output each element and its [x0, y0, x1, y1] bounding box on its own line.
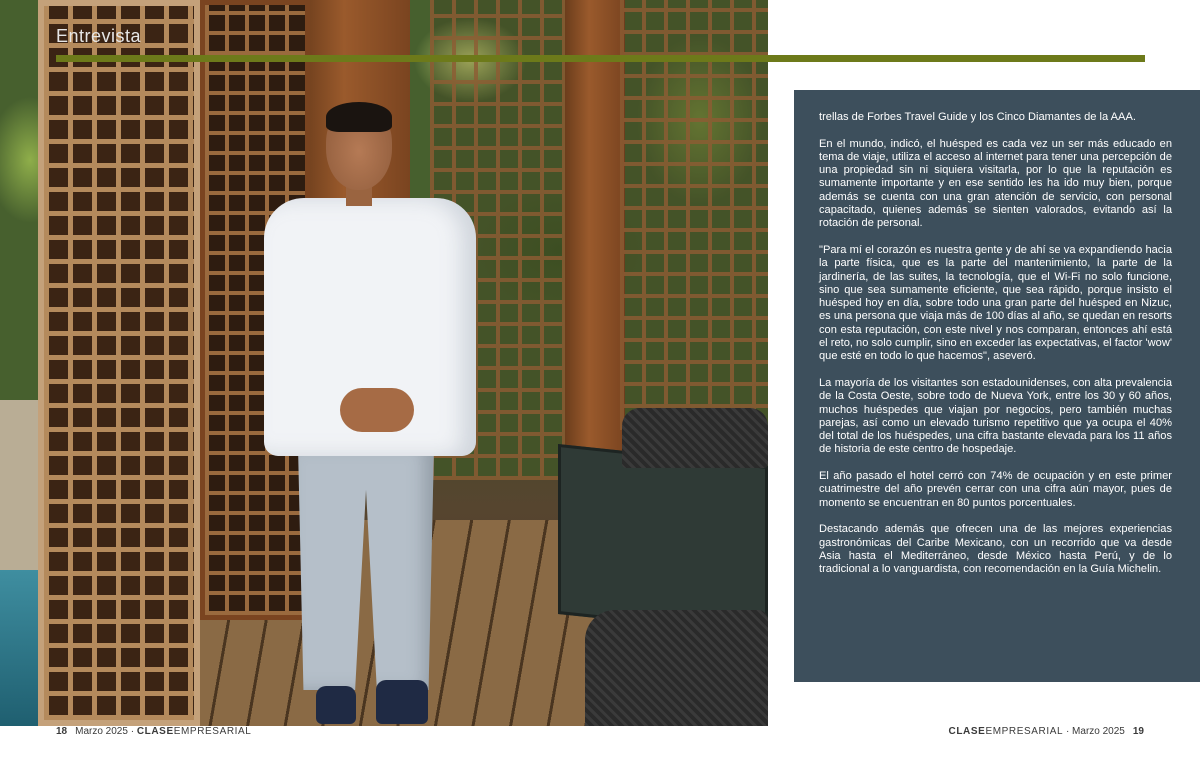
page-number: 18 [56, 726, 68, 737]
lattice-screen [38, 0, 200, 726]
issue-date: Marzo 2025 · [75, 726, 135, 737]
magazine-name: CLASE [948, 726, 986, 737]
person-hair [326, 102, 392, 132]
wicker-chair [585, 610, 768, 726]
article-paragraph: La mayoría de los visitantes son estadounidenses, con alta prevalencia de la Costa Oeste, sobre todo de Nueva York, entre los 30 y 60 años, muchos huéspedes que viajan por negocios, pero también muchas parejas, así como un elevado turismo repetitivo que ya ocupa el 40% del total de los huéspedes, una cifra bastante elevada para los 11 años de historia de este centro de hospedaje. [819, 376, 1172, 456]
article-text-box [794, 90, 1200, 682]
folio-left [56, 726, 251, 737]
page-number: 19 [1132, 726, 1144, 737]
article-paragraph: El año pasado el hotel cerró con 74% de ocupación y en este primer cuatrimestre del año prevén cerrar con una cifra aún mayor, pues de momento se encuentran en 80 puntos porcentuales. [819, 470, 1172, 509]
lattice-panel [620, 0, 768, 430]
accent-rule [56, 55, 1145, 62]
section-label: Entrevista [56, 26, 142, 46]
magazine-name: CLASE [136, 726, 174, 737]
wooden-post [565, 0, 625, 520]
article-paragraph: En el mundo, indicó, el huésped es cada vez un ser más educado en tema de viaje, utiliza el acceso al internet para tener una percepción de una propiedad sin ni siquiera visitarla, por lo que la reputación es sumamente importante y en ese sentido les ha ido muy bien, porque además se cuenta con una gran atención de servicio, con personal capacitado, quienes además se sienten valorados, evitando así la rotación de personal. [819, 137, 1172, 230]
person-shoe [316, 686, 356, 724]
article-paragraph: Destacando además que ofrecen una de las mejores experiencias gastronómicas del Caribe Mexicano, con un recorrido que va desde Asia hasta el Mediterráneo, desde México hasta Perú, y de lo tradicional a lo vanguardista, con recomendación en la Guía Michelin. [819, 523, 1172, 576]
magazine-name-suffix: EMPRESARIAL [173, 726, 252, 737]
person-shoe [376, 680, 428, 724]
person-hands [340, 388, 414, 432]
issue-date: · Marzo 2025 [1065, 726, 1125, 737]
table [558, 444, 768, 636]
folio-right [949, 726, 1144, 737]
wicker-chair [622, 408, 768, 468]
article-paragraph: trellas de Forbes Travel Guide y los Cinco Diamantes de la AAA. [819, 111, 1136, 123]
article-paragraph: "Para mí el corazón es nuestra gente y de ahí se va expandiendo hacia la parte física, que es la parte del mantenimiento, la parte de la jardinería, de las suites, la tecnología, que el Wi-Fi no solo funcione, sino que sea sumamente eficiente, que sea rápido, porque insisto el huésped hoy en día, sobre todo una gran parte del huésped en Nizuc, es una persona que viaja más de 100 días al año, se quedan en resorts con esta reputación, con este nivel y nos comparan, entonces ahí está el reto, no solo cumplir, sino en exceder las expectativas, el factor 'wow' que esté en todo lo que hacemos", aseveró. [819, 243, 1172, 363]
magazine-name-suffix: EMPRESARIAL [985, 726, 1064, 737]
